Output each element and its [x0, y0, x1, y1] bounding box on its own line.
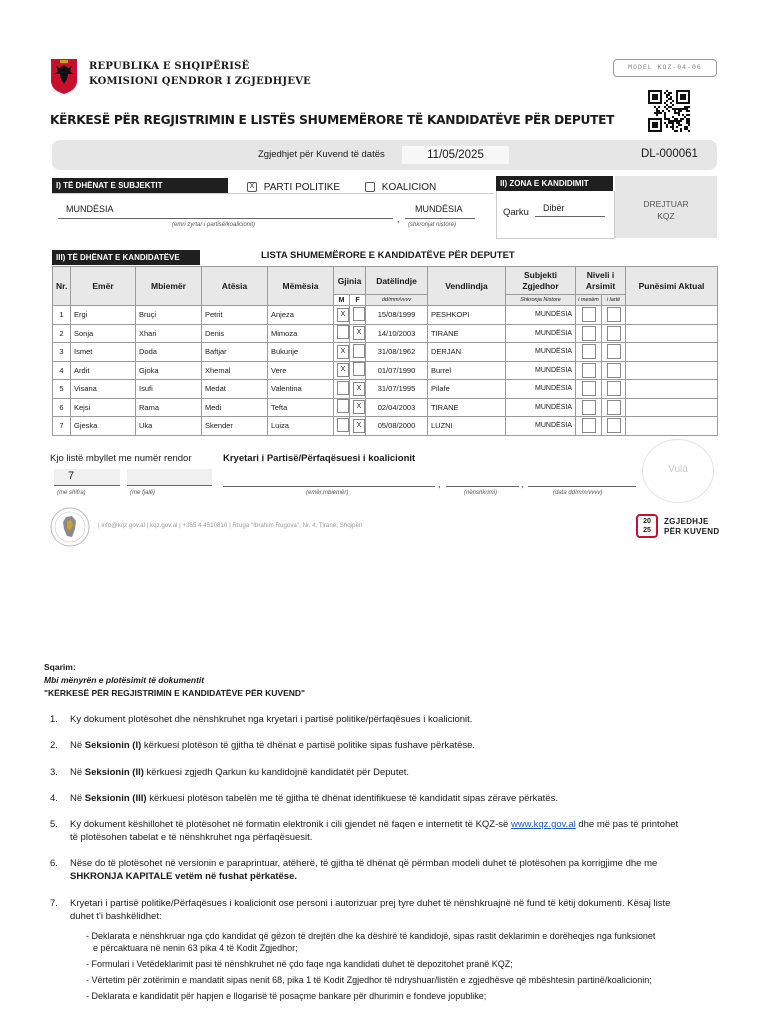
gender-m-mark[interactable] [337, 399, 349, 413]
org-line-republic: REPUBLIKA E SHQIPËRISË [89, 61, 250, 72]
education-higher-box[interactable] [607, 418, 621, 433]
education-secondary-box[interactable] [582, 326, 596, 341]
cell-f[interactable] [350, 306, 366, 325]
cell-larte[interactable] [602, 324, 626, 343]
col-larte: i lartë [602, 295, 626, 306]
section-1-header: I) TË DHËNAT E SUBJEKTIT [52, 178, 228, 193]
attachments-list [86, 930, 746, 1002]
table-row [53, 343, 718, 362]
brand-line1: ZGJEDHJE [664, 517, 709, 526]
cell-memesia[interactable]: Valentina [268, 380, 334, 399]
cell-subjekti[interactable]: MUNDËSIA [506, 361, 576, 380]
cell-punesimi[interactable] [626, 324, 718, 343]
cell-subjekti[interactable]: MUNDËSIA [506, 380, 576, 399]
albania-emblem [50, 57, 78, 95]
hint-date: (data dd/mm/vvvv) [553, 490, 603, 496]
col-nr: Nr. [53, 267, 71, 306]
coalition-label: KOALICION [381, 182, 437, 193]
opt-party[interactable] [247, 182, 340, 193]
cell-punesimi[interactable] [626, 380, 718, 399]
col-m: M [334, 295, 350, 306]
cell-datelindje[interactable]: 01/07/1990 [366, 361, 428, 380]
education-secondary-box[interactable] [582, 381, 596, 396]
subject-short-hint: (shkronjat nistore) [408, 222, 457, 228]
party-label: PARTI POLITIKE [263, 182, 341, 193]
signer-title: Kryetari i Partisë/Përfaqësuesi i koalicionit [223, 453, 416, 464]
cell-mesem[interactable] [576, 398, 602, 417]
note-3: 3. Në Seksionin (II) kërkuesi zgjedh Qarkun ku kandidojnë kandidatët për Deputet. [50, 767, 410, 778]
cell-larte[interactable] [602, 380, 626, 399]
cell-mbiemer[interactable]: Isufi [136, 380, 202, 399]
education-higher-box[interactable] [607, 381, 621, 396]
gender-m-mark[interactable]: X [337, 363, 349, 377]
note-1-text: Ky dokument plotësohet dhe nënshkruhet nga kryetari i partisë politike/përfaqësues i koalicionit. [70, 714, 473, 725]
cell-memesia[interactable]: Anjeza [268, 306, 334, 325]
col-niveli-2: Arsimit [585, 280, 616, 291]
education-secondary-box[interactable] [582, 400, 596, 415]
attach-4: - Deklarata e kandidatit për hapjen e llogarisë të posaçme bankare për dhurimin e fondeve jopublike; [86, 991, 487, 1001]
party-checkbox[interactable]: X [247, 182, 257, 192]
notes-heading: Sqarim: [44, 662, 76, 672]
education-higher-box[interactable] [607, 400, 621, 415]
cell-m[interactable] [334, 324, 350, 343]
cell-emer[interactable]: Gjeska [71, 417, 136, 436]
col-datelindje: Datëlindje [366, 267, 428, 295]
sign-date-field[interactable] [528, 474, 636, 487]
brand-bot: 25 [643, 527, 651, 534]
cell-mbiemer[interactable]: Bruçi [136, 306, 202, 325]
hint-signature: (nënshkrimi) [464, 490, 498, 496]
cell-memesia[interactable]: Luiza [268, 417, 334, 436]
table-row [53, 361, 718, 380]
gender-m-mark[interactable] [337, 325, 349, 339]
cell-nr[interactable]: 2 [53, 324, 71, 343]
cell-nr[interactable]: 4 [53, 361, 71, 380]
form-title: KËRKESË PËR REGJISTRIMIN E LISTËS SHUMEMËRORE TË KANDIDATËVE PËR DEPUTET [50, 113, 615, 127]
cell-subjekti[interactable]: MUNDËSIA [506, 343, 576, 362]
gender-f-mark[interactable]: X [353, 382, 365, 396]
attach-2: - Formulari i Vetëdeklarimit pasi të nënshkruhet në çdo faqe nga kandidati duhet të depozitohet pranë KQZ; [86, 959, 513, 969]
election-date[interactable]: 11/05/2025 [402, 146, 509, 164]
cell-memesia[interactable]: Tefta [268, 398, 334, 417]
education-secondary-box[interactable] [582, 344, 596, 359]
col-mesem: i mesëm [576, 295, 602, 306]
stamp-circle [642, 439, 714, 503]
col-atesia: Atësia [202, 267, 268, 306]
col-gjinia: Gjinia [334, 267, 366, 295]
section-2-header: II) ZONA E KANDIDIMIT [496, 176, 613, 191]
cell-atesia[interactable]: Baftjar [202, 343, 268, 362]
col-vendlindja: Vendlindja [428, 267, 506, 306]
brand-line2: PËR KUVEND [664, 527, 720, 536]
education-higher-box[interactable] [607, 363, 621, 378]
list-title: LISTA SHUMEMËRORE E KANDIDATËVE PËR DEPUTET [261, 250, 515, 261]
cell-subjekti[interactable]: MUNDËSIA [506, 324, 576, 343]
hint-digits: (me shifra) [57, 490, 86, 496]
note-1: 1. Ky dokument plotësohet dhe nënshkruhet nga kryetari i partisë politike/përfaqësues i koalicionit. [50, 714, 473, 725]
kqz-logo [50, 507, 90, 547]
cell-datelindje[interactable]: 14/10/2003 [366, 324, 428, 343]
education-secondary-box[interactable] [582, 418, 596, 433]
note-7: 7. Kryetari i partisë politike/Përfaqësues i koalicionit ose personi i autorizuar prej tyre duhet të nënshkruajnë në fund të këtij dokumenti. Kësaj liste duhet t'i bashkëlidhet: [50, 898, 671, 922]
col-date-hint: dd/mm/vvvv [366, 295, 428, 306]
kqz-website-link[interactable]: www.kqz.gov.al [510, 819, 576, 830]
cell-m[interactable] [334, 343, 350, 362]
notes-subheading: Mbi mënyrën e plotësimit të dokumentit [44, 675, 205, 685]
org-line-commission: KOMISIONI QENDROR I ZGJEDHJEVE [89, 76, 311, 87]
education-higher-box[interactable] [607, 344, 621, 359]
cell-f[interactable] [350, 343, 366, 362]
cell-larte[interactable] [602, 361, 626, 380]
cell-memesia[interactable]: Vere [268, 361, 334, 380]
cell-mbiemer[interactable]: Doda [136, 343, 202, 362]
cell-m[interactable] [334, 417, 350, 436]
table-row [53, 324, 718, 343]
col-niveli-1: Niveli i [586, 269, 615, 280]
cell-m[interactable] [334, 380, 350, 399]
cell-mesem[interactable] [576, 343, 602, 362]
attach-1b: e përcaktuara në nenin 63 pika 4 të Kodit Zgjedhor; [93, 943, 298, 953]
cell-mbiemer[interactable]: Xhari [136, 324, 202, 343]
cell-nr[interactable]: 6 [53, 398, 71, 417]
cell-atesia[interactable]: Petrit [202, 306, 268, 325]
cell-emer[interactable]: Ergi [71, 306, 136, 325]
cell-vendlindja[interactable]: LUZNI [428, 417, 506, 436]
col-emer: Emër [71, 267, 136, 306]
gender-m-mark[interactable] [337, 418, 349, 432]
comma-sep-2: , [438, 479, 441, 489]
cell-punesimi[interactable] [626, 417, 718, 436]
cell-datelindje[interactable]: 02/04/2003 [366, 398, 428, 417]
cell-punesimi[interactable] [626, 398, 718, 417]
cell-vendlindja[interactable]: Burrel [428, 361, 506, 380]
attach-1a: - Deklarata e nënshkruar nga çdo kandidat që gëzon të drejtën dhe ka dëshirë të kandidojë, sipas rastit deklarimin e dorëheqjes nga funksionet [86, 931, 656, 941]
col-subjekti-2: Zgjedhor [522, 280, 559, 291]
cell-atesia[interactable]: Xhemal [202, 361, 268, 380]
notes-doc-title: "KËRKESË PËR REGJISTRIMIN E KANDIDATËVE PËR KUVEND" [44, 688, 306, 698]
signature-field[interactable] [446, 474, 519, 487]
cell-m[interactable] [334, 361, 350, 380]
col-punesimi: Punësimi Aktual [626, 267, 718, 306]
addressed-line2: KQZ [657, 211, 675, 221]
cell-larte[interactable] [602, 306, 626, 325]
cell-f[interactable] [350, 417, 366, 436]
col-memesia: Mëmësia [268, 267, 334, 306]
election-label: Zgjedhjet për Kuvend të datës [258, 149, 385, 160]
brand-top: 20 [643, 518, 651, 525]
attach-3: - Vërtetim për zotërimin e mandatit sipas nenit 68, pika 1 të Kodit Zgjedhor të ndryshuar/listën e zgjedhësve që mbështesin partinë/koalicionin; [86, 975, 652, 985]
candidates-table [52, 266, 718, 436]
cell-emer[interactable]: Kejsi [71, 398, 136, 417]
coalition-checkbox[interactable] [365, 182, 375, 192]
cell-atesia[interactable]: Denis [202, 324, 268, 343]
note-2: 2. Në Seksionin (I) kërkuesi plotëson të gjitha të dhënat e partisë politike sipas fushave përkatëse. [50, 740, 476, 751]
cell-mesem[interactable] [576, 361, 602, 380]
cell-m[interactable] [334, 398, 350, 417]
table-row [53, 398, 718, 417]
gender-f-mark[interactable]: X [353, 419, 365, 433]
closed-label: Kjo listë mbyllet me numër rendor [50, 453, 192, 464]
col-subjekti [506, 267, 576, 295]
table-row [53, 306, 718, 325]
gender-m-mark[interactable] [337, 381, 349, 395]
education-secondary-box[interactable] [582, 363, 596, 378]
document-id: DL-000061 [641, 148, 698, 160]
cell-mbiemer[interactable]: Uka [136, 417, 202, 436]
cell-nr[interactable]: 7 [53, 417, 71, 436]
contact-line: | info@kqz.gov.al | kqz.gov.al | +355 4 4510810 | Rruga "Ibrahim Rugova", Nr. 4, Tiranë, Shqipëri [98, 522, 363, 529]
qarku-label: Qarku [503, 207, 529, 218]
cell-mbiemer[interactable]: Gjoka [136, 361, 202, 380]
comma-sep: , [397, 214, 400, 224]
gender-m-mark[interactable]: X [337, 308, 349, 322]
cell-subjekti[interactable]: MUNDËSIA [506, 398, 576, 417]
comma-sep-3: , [521, 479, 524, 489]
cell-subjekti[interactable]: MUNDËSIA [506, 306, 576, 325]
cell-emer[interactable]: Visana [71, 380, 136, 399]
closed-words-field[interactable] [127, 469, 212, 486]
cell-mesem[interactable] [576, 380, 602, 399]
cell-f[interactable] [350, 324, 366, 343]
cell-datelindje[interactable]: 31/07/1995 [366, 380, 428, 399]
subject-name-hint: (emri zyrtar i partisë/koalicionit) [172, 222, 256, 228]
cell-memesia[interactable]: Mimoza [268, 324, 334, 343]
qr-code [648, 90, 690, 132]
cell-atesia[interactable]: Skender [202, 417, 268, 436]
cell-vendlindja[interactable]: TIRANE [428, 324, 506, 343]
gender-f-mark[interactable] [353, 307, 365, 321]
closed-digits-field[interactable] [54, 469, 120, 486]
cell-mesem[interactable] [576, 306, 602, 325]
cell-emer[interactable]: Ardit [71, 361, 136, 380]
cell-datelindje[interactable]: 05/08/2000 [366, 417, 428, 436]
cell-f[interactable] [350, 398, 366, 417]
signer-name-field[interactable] [223, 474, 435, 487]
subject-short-field[interactable] [405, 202, 475, 219]
cell-punesimi[interactable] [626, 361, 718, 380]
cell-vendlindja[interactable]: DERJAN [428, 343, 506, 362]
cell-larte[interactable] [602, 343, 626, 362]
note-5: 5. Ky dokument këshillohet të plotësohet në formatin elektronik i cili gjendet në faqen e internetit të KQZ-së www.kqz.gov.al dhe më pas të printohet të plotësohen tabelat e të nënshkruhet nga përfaqësuesit. [50, 819, 679, 843]
addressed-line1: DREJTUAR [643, 199, 689, 209]
cell-larte[interactable] [602, 417, 626, 436]
stamp-label: Vula [668, 464, 688, 475]
cell-nr[interactable]: 5 [53, 380, 71, 399]
cell-m[interactable] [334, 306, 350, 325]
cell-atesia[interactable]: Medi [202, 398, 268, 417]
gender-m-mark[interactable]: X [337, 345, 349, 359]
cell-datelindje[interactable]: 31/08/1962 [366, 343, 428, 362]
opt-coalition[interactable] [365, 182, 436, 193]
hint-words: (me fjalë) [130, 490, 156, 496]
cell-vendlindja[interactable]: PESHKOPI [428, 306, 506, 325]
qarku-value: Dibër [543, 203, 565, 213]
cell-nr[interactable]: 3 [53, 343, 71, 362]
gender-f-mark[interactable]: X [353, 400, 365, 414]
subject-short-value: MUNDËSIA [415, 204, 463, 214]
section-3-header: III) TË DHËNAT E KANDIDATËVE [52, 250, 200, 265]
subject-name-field[interactable] [58, 202, 393, 219]
gender-f-mark[interactable] [353, 362, 365, 376]
cell-atesia[interactable]: Medat [202, 380, 268, 399]
col-mbiemer: Mbiemër [136, 267, 202, 306]
cell-f[interactable] [350, 380, 366, 399]
note-4: 4. Në Seksionin (III) kërkuesi plotëson tabelën me të gjitha të dhënat identifikuese të kandidatit sipas zërave përkatës. [50, 793, 558, 804]
cell-mesem[interactable] [576, 417, 602, 436]
qarku-field[interactable] [535, 202, 605, 217]
election-logo [636, 514, 658, 538]
education-higher-box[interactable] [607, 326, 621, 341]
gender-f-mark[interactable] [353, 344, 365, 358]
col-subjekti-1: Subjekti [523, 269, 558, 280]
gender-f-mark[interactable]: X [353, 326, 365, 340]
hint-name: (emër,mbiemër) [306, 490, 349, 496]
cell-vendlindja[interactable]: TIRANE [428, 398, 506, 417]
col-subjekti-hint: Shkronja Nistore [506, 295, 576, 306]
cell-punesimi[interactable] [626, 306, 718, 325]
cell-larte[interactable] [602, 398, 626, 417]
cell-vendlindja[interactable]: Pilafe [428, 380, 506, 399]
education-secondary-box[interactable] [582, 307, 596, 322]
model-code: MODEL KQZ-04-06 [613, 59, 717, 77]
education-higher-box[interactable] [607, 307, 621, 322]
cell-mbiemer[interactable]: Rama [136, 398, 202, 417]
note-6: 6. Nëse do të plotësohet në versionin e paraprintuar, atëherë, të gjitha të dhënat që përmban modeli duhet të plotësohen pa korrigjime dhe me SHKRONJA KAPITALE vetëm në fushat përkatëse. [50, 858, 658, 882]
cell-emer[interactable]: Sonja [71, 324, 136, 343]
cell-datelindje[interactable]: 15/08/1999 [366, 306, 428, 325]
closed-digits-value: 7 [68, 470, 75, 482]
col-f: F [350, 295, 366, 306]
cell-f[interactable] [350, 361, 366, 380]
subject-name-value: MUNDËSIA [66, 204, 114, 214]
cell-punesimi[interactable] [626, 343, 718, 362]
cell-subjekti[interactable]: MUNDËSIA [506, 417, 576, 436]
table-row [53, 380, 718, 399]
cell-nr[interactable]: 1 [53, 306, 71, 325]
cell-emer[interactable]: Ismet [71, 343, 136, 362]
col-niveli [576, 267, 626, 295]
cell-memesia[interactable]: Bukurije [268, 343, 334, 362]
table-row [53, 417, 718, 436]
cell-mesem[interactable] [576, 324, 602, 343]
